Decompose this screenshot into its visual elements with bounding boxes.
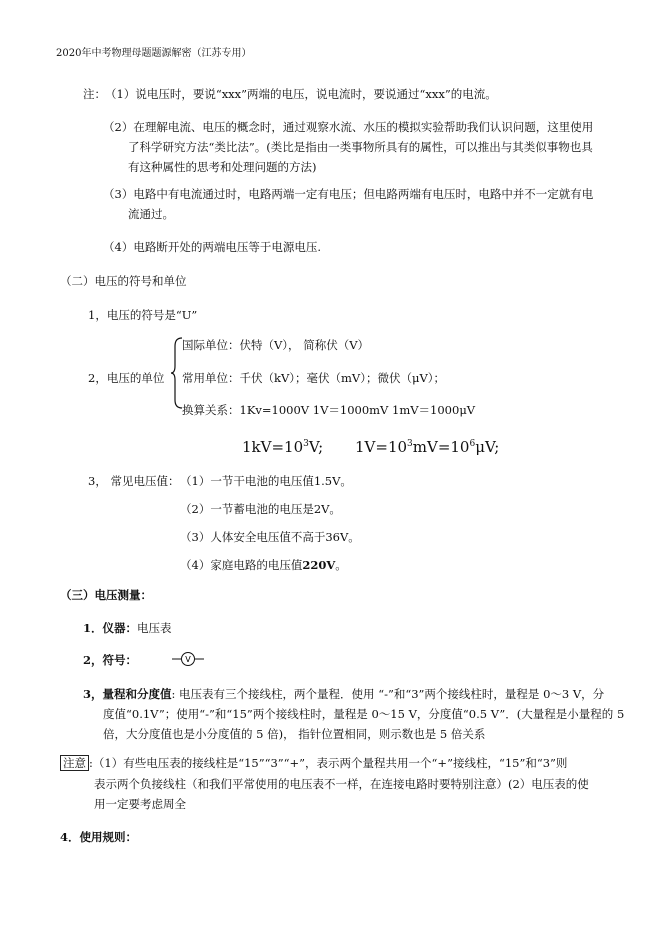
note-2-line-2: 了科学研究方法“类比法”。(类比是指由一类事物所具有的属性，可以推出与其类似事物也具	[128, 140, 593, 154]
section-3-title: （三）电压测量：	[60, 588, 152, 602]
usage-rules-title: 4．使用规则：	[60, 830, 138, 844]
note-4: （4）电路断开处的两端电压等于电源电压.	[103, 240, 321, 254]
attention-note-line-1: 注意 :（1）有些电压表的接线柱是“15”“3”“+”，表示两个量程共用一个“+”接线柱，“15”和“3”则	[60, 756, 567, 770]
note-2-line-3: 有这种属性的思考和处理问题的方法)	[128, 160, 317, 174]
range-item-line-1: 3，量程和分度值: 电压表有三个接线柱，两个量程．使用 “-”和“3”两个接线柱时，量程是 0～3 V，分	[83, 687, 605, 701]
note-2-line-1: （2）在理解电流、电压的概念时，通过观察水流、水压的模拟实验帮助我们认识问题，这里使用	[103, 120, 594, 134]
attention-box: 注意	[60, 755, 89, 771]
instrument-item: 1．仪器：电压表	[83, 621, 172, 635]
voltage-value-4: （4）家庭电路的电压值220V。	[180, 558, 347, 572]
range-item-line-2: 度值“0.1V”；使用“-”和“15”两个接线柱时，量程是 0～15 V，分度值“0.5 V”．(大量程是小量程的 5	[103, 707, 625, 721]
symbol-item-label: 2，符号：	[83, 653, 138, 667]
note-3-line-2: 流通过。	[128, 207, 174, 221]
unit-common: 常用单位：千伏（kV）；毫伏（mV）；微伏（μV）；	[182, 371, 446, 385]
voltage-value-1: （1）一节干电池的电压值1.5V。	[180, 474, 352, 488]
formula-v: $1V=10^3mV=10^6\mu V$;	[355, 438, 500, 456]
note-3-line-1: （3）电路中有电流通过时，电路两端一定有电压；但电路两端有电压时，电路中并不一定就有电	[103, 187, 594, 201]
attention-note-line-3: 用一定要考虑周全	[94, 797, 186, 811]
voltage-unit-label: 2，电压的单位	[88, 371, 165, 385]
note-1: （1）说电压时，要说“xxx”两端的电压，说电流时，要说通过“xxx”的电流。	[105, 87, 497, 101]
voltage-value-2: （2）一节蓄电池的电压是2V。	[180, 502, 341, 516]
common-voltage-label: 3， 常见电压值：	[88, 474, 180, 488]
notes-label: 注：	[83, 87, 106, 101]
page-header: 2020年中考物理母题题源解密（江苏专用）	[56, 48, 252, 59]
voltage-symbol-item: 1，电压的符号是“U”	[88, 308, 198, 322]
voltmeter-symbol-icon	[172, 650, 204, 668]
section-2-title: （二）电压的符号和单位	[60, 274, 187, 288]
svg-text:V: V	[185, 655, 191, 664]
range-item-line-3: 倍，大分度值也是小分度值的 5 倍)， 指针位置相同，则示数也是 5 倍关系	[103, 727, 486, 741]
unit-conversion: 换算关系：1Kv=1000V 1V＝1000mV 1mV＝1000μV	[182, 403, 476, 417]
voltage-value-3: （3）人体安全电压值不高于36V。	[180, 530, 360, 544]
formula-kv: $1kV=10^3V$;	[242, 438, 324, 456]
unit-international: 国际单位：伏特（V）， 简称伏（V）	[182, 338, 370, 352]
attention-note-line-2: 表示两个负接线柱（和我们平常使用的电压表不一样，在连接电路时要特别注意）(2）电压表的使	[94, 777, 589, 791]
